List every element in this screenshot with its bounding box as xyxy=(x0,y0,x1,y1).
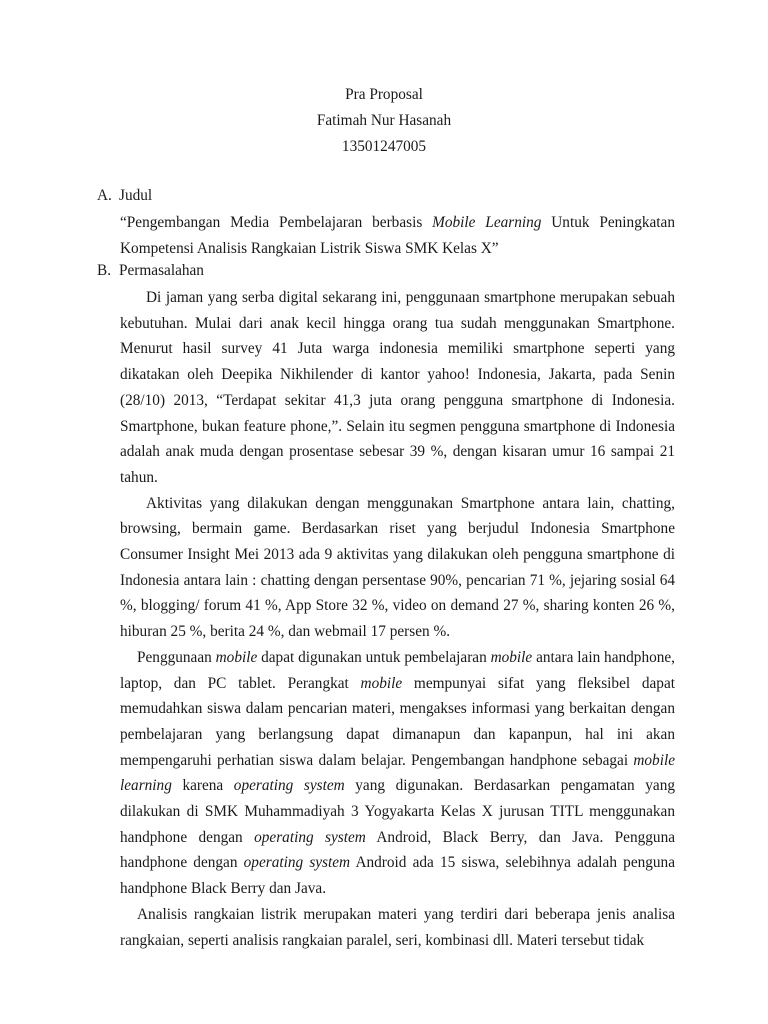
proposal-title-text-2: Untuk Peningkatan Kompetensi Analisis Rangkaian Listrik Siswa SMK Kelas X” xyxy=(120,214,675,257)
paragraph-2: Aktivitas yang dilakukan dengan menggunakan Smartphone antara lain, chatting, browsing, bermain game. Berdasarkan riset yang berjudul Indonesia Smartphone Consumer Insight Mei 2013 ada 9 aktivitas yang dilakukan oleh pengguna smartphone di Indonesia antara lain : chatting dengan persentase 90%, pencarian 71 %, jejaring sosial 64 %, blogging/ forum 41 %, App Store 32 %, video on demand 27 %, sharing konten 26 %, hiburan 25 %, berita 24 %, dan webmail 17 persen %. xyxy=(120,494,675,641)
section-a-label: A. xyxy=(97,187,112,204)
proposal-title-italic: Mobile Learning xyxy=(432,214,542,231)
section-a-heading xyxy=(97,187,152,205)
section-b-body xyxy=(120,285,675,953)
author-name: Fatimah Nur Hasanah xyxy=(316,112,452,129)
paragraph-3: Penggunaan mobile dapat digunakan untuk pembelajaran mobile antara lain handphone, laptop, dan PC tablet. Perangkat mobile mempunyai sifat yang fleksibel dapat memudahkan siswa dalam pencarian materi, mengakses informasi yang berkaitan dengan pembelajaran yang berlangsung dapat dimanapun dan kapanpun, hal ini akan mempengaruhi perhatian siswa dalam belajar. Pengembangan handphone sebagai mobile learning karena operating system yang digunakan. Berdasarkan pengamatan yang dilakukan di SMK Muhammadiyah 3 Yogyakarta Kelas X jurusan TITL menggunakan handphone dengan operating system Android, Black Berry, dan Java. Pengguna handphone dengan operating system Android ada 15 siswa, selebihnya adalah penguna handphone Black Berry dan Java. xyxy=(120,648,676,898)
paragraph-1: Di jaman yang serba digital sekarang ini, penggunaan smartphone merupakan sebuah kebutuhan. Mulai dari anak kecil hingga orang tua sudah menggunakan Smartphone. Menurut hasil survey 41 Juta warga indonesia memiliki smartphone seperti yang dikatakan oleh Deepika Nikhilender di kantor yahoo! Indonesia, Jakarta, pada Senin (28/10) 2013, “Terdapat sekitar 41,3 juta orang pengguna smartphone di Indonesia. Smartphone, bukan feature phone,”. Selain itu segmen pengguna smartphone di Indonesia adalah anak muda dengan prosentase sebesar 39 %, dengan kisaran umur 16 sampai 21 tahun. xyxy=(120,289,675,486)
student-id: 13501247005 xyxy=(341,138,427,155)
document-title: Pra Proposal xyxy=(345,86,423,103)
section-b-label: B. xyxy=(97,262,112,279)
paragraph-4: Analisis rangkaian listrik merupakan materi yang terdiri dari beberapa jenis analisa rangkaian, seperti analisis rangkaian paralel, seri, kombinasi dll. Materi tersebut tidak xyxy=(120,905,675,949)
section-a-title: Judul xyxy=(119,187,153,204)
proposal-title-text-1: “Pengembangan Media Pembelajaran berbasis xyxy=(120,214,433,231)
section-b-title: Permasalahan xyxy=(119,262,204,279)
proposal-title xyxy=(120,210,675,261)
section-b-heading xyxy=(97,262,204,280)
